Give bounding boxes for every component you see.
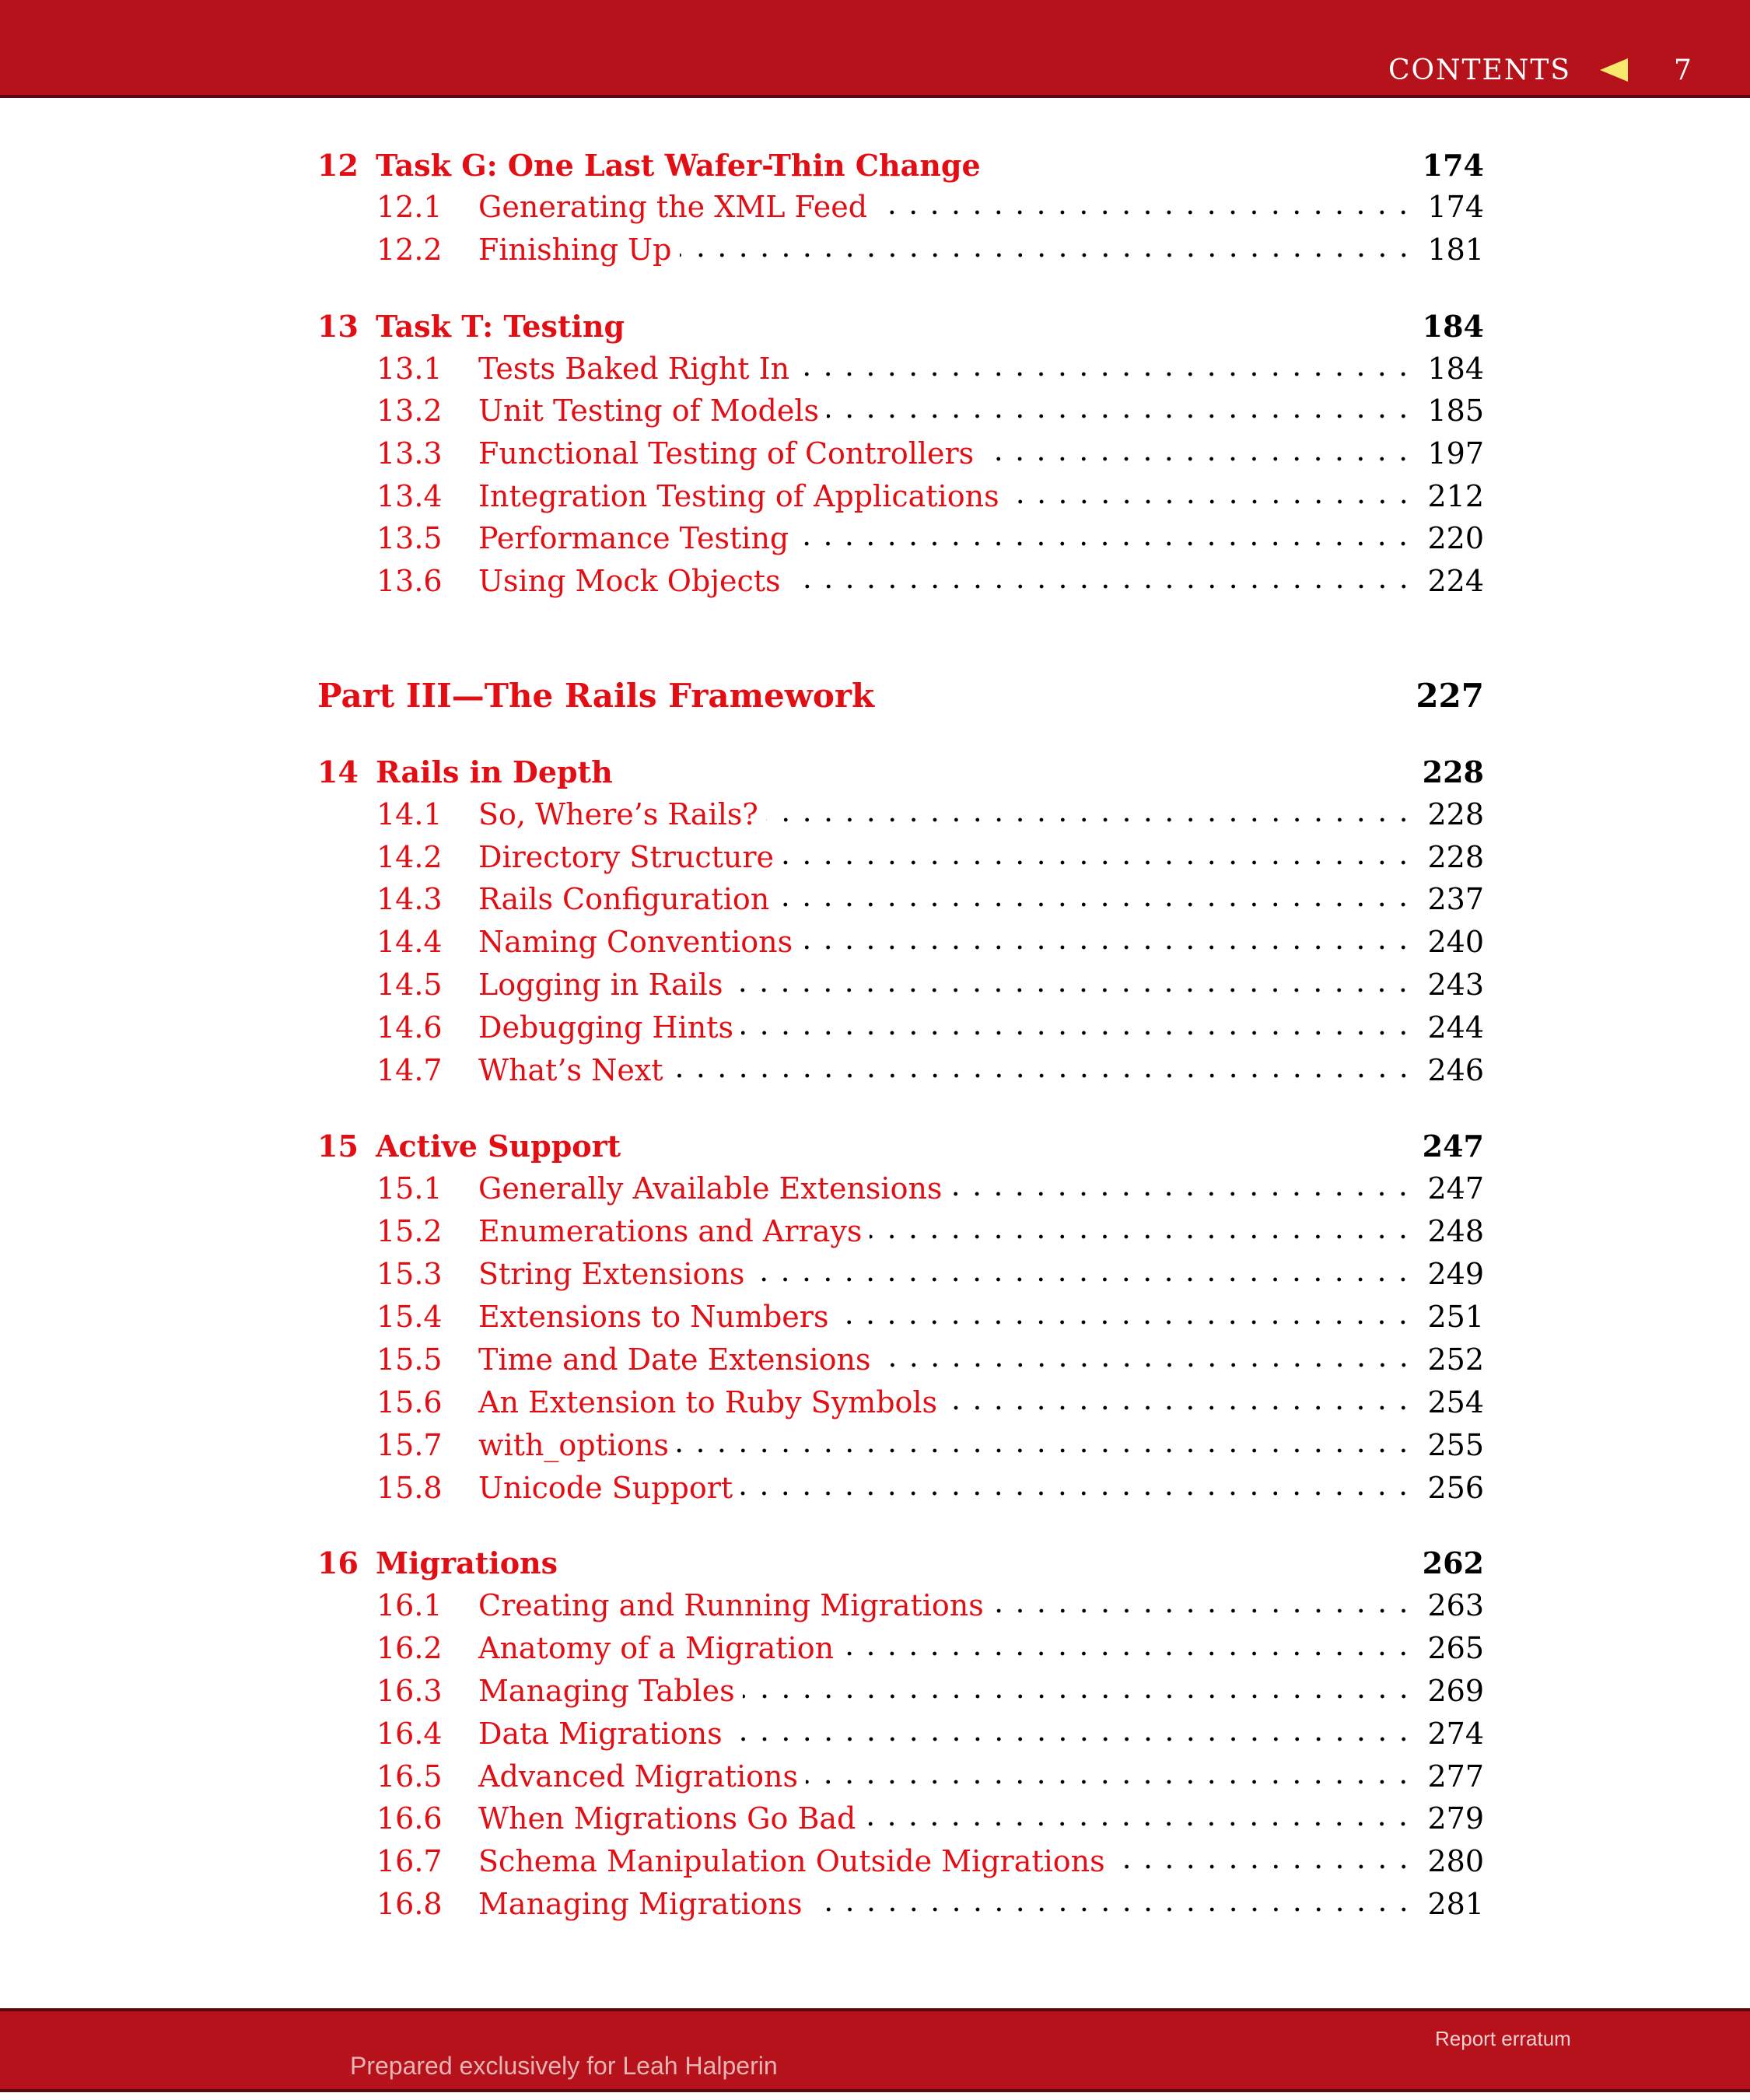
section-number: 15.6 [376,1385,443,1419]
dot-leader [827,411,1414,421]
section-title: Tests Baked Right In [478,352,790,386]
toc-part-3[interactable] [317,674,1484,717]
section-title: Time and Date Extensions [478,1342,871,1377]
section-page: 185 [1427,394,1484,428]
dot-leader [680,250,1414,260]
toc-chapter-15[interactable] [317,1125,1484,1166]
section-title: Directory Structure [478,840,775,874]
section-title: Finishing Up [478,233,672,267]
section-number: 14.5 [376,968,443,1002]
section-page: 237 [1427,882,1484,916]
section-number: 13.5 [376,521,443,555]
toc-section-14-4[interactable] [376,922,1484,962]
section-title: Enumerations and Arrays [478,1214,863,1248]
chapter-number: 15 [317,1128,359,1164]
chapter-page: 228 [1422,754,1484,789]
section-page: 247 [1427,1171,1484,1206]
dot-leader [875,208,1414,217]
toc-section-14-2[interactable] [376,837,1484,877]
chapter-page: 247 [1422,1128,1484,1164]
page-header [0,0,1750,98]
section-title: Unit Testing of Models [478,394,819,428]
toc-section-14-3[interactable] [376,879,1484,919]
section-number: 14.7 [376,1053,443,1087]
part-page: 227 [1416,676,1484,715]
section-number: 15.5 [376,1342,443,1377]
section-page: 269 [1427,1674,1484,1708]
section-title: Logging in Rails [478,968,723,1002]
dot-leader [752,1275,1414,1284]
toc-chapter-12[interactable] [317,145,1484,185]
section-title: Generating the XML Feed [478,190,868,224]
section-number: 15.7 [376,1428,443,1462]
section-page: 212 [1427,479,1484,513]
page-number: 7 [1674,54,1692,86]
section-title: Data Migrations [478,1717,723,1751]
section-page: 274 [1427,1717,1484,1751]
section-number: 15.3 [376,1257,443,1291]
chapter-page: 184 [1422,308,1484,344]
chapter-page: 262 [1422,1545,1484,1580]
section-number: 14.2 [376,840,443,874]
toc-section-16-1[interactable] [376,1585,1484,1626]
section-page: 248 [1427,1214,1484,1248]
dot-leader [777,900,1414,909]
section-title: Creating and Running Migrations [478,1588,984,1622]
section-title: Anatomy of a Migration [478,1631,835,1665]
section-title: Rails Configuration [478,882,770,916]
section-page: 240 [1427,925,1484,959]
toc-section-15-5[interactable] [376,1339,1484,1380]
section-page: 197 [1427,436,1484,471]
section-title: Schema Manipulation Outside Migrations [478,1844,1105,1878]
chapter-title: Task T: Testing [376,308,625,344]
toc-section-13-2[interactable] [376,390,1484,431]
section-title: When Migrations Go Bad [478,1801,856,1836]
toc-section-15-1[interactable] [376,1168,1484,1209]
section-title: Advanced Migrations [478,1759,799,1794]
section-number: 12.2 [376,233,443,267]
dot-leader [870,1232,1414,1241]
section-page: 243 [1427,968,1484,1002]
section-number: 16.7 [376,1844,443,1878]
section-number: 14.1 [376,797,443,831]
dot-leader [782,858,1414,867]
dot-leader [671,1071,1414,1080]
toc-section-14-7[interactable] [376,1050,1484,1090]
dot-leader [740,1489,1414,1498]
toc-section-15-2[interactable] [376,1211,1484,1251]
section-page: 228 [1427,840,1484,874]
section-page: 256 [1427,1471,1484,1505]
section-title: What’s Next [478,1053,663,1087]
section-page: 244 [1427,1010,1484,1045]
section-number: 13.2 [376,394,443,428]
section-title: An Extension to Ruby Symbols [478,1385,938,1419]
dot-leader [982,454,1414,464]
section-number: 16.8 [376,1887,443,1921]
chapter-title: Active Support [376,1128,621,1164]
toc-section-12-2[interactable] [376,229,1484,270]
section-page: 246 [1427,1053,1484,1087]
toc-section-15-7[interactable] [376,1425,1484,1465]
section-page: 220 [1427,521,1484,555]
section-title: Extensions to Numbers [478,1300,829,1334]
toc-section-14-1[interactable] [376,794,1484,835]
dot-leader [789,582,1414,591]
prepared-for-text: Prepared exclusively for Leah Halperin [350,2052,778,2080]
section-page: 249 [1427,1257,1484,1291]
section-page: 228 [1427,797,1484,831]
section-page: 251 [1427,1300,1484,1334]
section-page: 265 [1427,1631,1484,1665]
dot-leader [879,1360,1414,1370]
section-title: String Extensions [478,1257,745,1291]
toc-section-15-6[interactable] [376,1382,1484,1423]
section-title: with_options [478,1428,669,1462]
chapter-number: 14 [317,754,359,789]
section-title: Generally Available Extensions [478,1171,943,1206]
chapter-number: 13 [317,308,359,344]
toc-section-13-1[interactable] [376,348,1484,389]
section-title: Managing Migrations [478,1887,803,1921]
toc-section-15-8[interactable] [376,1468,1484,1508]
toc-section-13-4[interactable] [376,476,1484,516]
toc-section-15-3[interactable] [376,1254,1484,1294]
chapter-title: Task G: One Last Wafer-Thin Change [376,147,981,183]
section-number: 13.4 [376,479,443,513]
section-title: Unicode Support [478,1471,733,1505]
dot-leader [992,1606,1414,1615]
section-number: 16.2 [376,1631,443,1665]
section-title: Naming Conventions [478,925,793,959]
dot-leader [677,1446,1414,1455]
contents-link[interactable]: CONTENTS [1388,54,1571,86]
toc-section-12-1[interactable] [376,187,1484,227]
toc-section-14-5[interactable] [376,964,1484,1005]
section-title: Debugging Hints [478,1010,733,1045]
section-number: 16.3 [376,1674,443,1708]
toc-section-16-8[interactable] [376,1884,1484,1924]
section-number: 13.6 [376,564,443,598]
dot-leader [796,539,1414,548]
section-page: 280 [1427,1844,1484,1878]
dot-leader [863,1819,1414,1829]
toc-chapter-14[interactable] [317,751,1484,792]
toc-section-16-6[interactable] [376,1798,1484,1839]
dot-leader [810,1905,1414,1914]
section-number: 13.3 [376,436,443,471]
section-title: Using Mock Objects [478,564,781,598]
section-page: 263 [1427,1588,1484,1622]
dot-leader [1007,497,1414,506]
section-page: 252 [1427,1342,1484,1377]
section-number: 15.8 [376,1471,443,1505]
toc-section-13-6[interactable] [376,561,1484,601]
section-title: So, Where’s Rails? [478,797,758,831]
section-page: 254 [1427,1385,1484,1419]
dot-leader [945,1403,1414,1412]
section-title: Performance Testing [478,521,789,555]
section-page: 224 [1427,564,1484,598]
section-page: 279 [1427,1801,1484,1836]
section-number: 14.6 [376,1010,443,1045]
back-arrow-icon[interactable] [1600,58,1628,82]
toc-section-13-5[interactable] [376,518,1484,558]
section-page: 184 [1427,352,1484,386]
chapter-title: Rails in Depth [376,754,613,789]
dot-leader [766,815,1414,824]
toc-section-16-4[interactable] [376,1713,1484,1754]
dot-leader [842,1649,1414,1658]
toc-section-16-2[interactable] [376,1628,1484,1668]
chapter-page: 174 [1422,147,1484,183]
dot-leader [743,1692,1414,1701]
section-number: 12.1 [376,190,443,224]
chapter-number: 16 [317,1545,359,1580]
toc-section-13-3[interactable] [376,433,1484,474]
toc-section-16-3[interactable] [376,1671,1484,1711]
toc-section-14-6[interactable] [376,1007,1484,1048]
section-title: Integration Testing of Applications [478,479,999,513]
section-title: Managing Tables [478,1674,735,1708]
chapter-number: 12 [317,147,359,183]
section-title: Functional Testing of Controllers [478,436,975,471]
section-number: 16.6 [376,1801,443,1836]
section-number: 15.4 [376,1300,443,1334]
dot-leader [836,1318,1414,1327]
section-number: 14.4 [376,925,443,959]
section-page: 277 [1427,1759,1484,1794]
section-page: 174 [1427,190,1484,224]
toc-section-16-5[interactable] [376,1756,1484,1797]
section-number: 16.1 [376,1588,443,1622]
dot-leader [741,1028,1414,1038]
report-erratum-link[interactable]: Report erratum [1435,2027,1571,2050]
section-number: 15.2 [376,1214,443,1248]
page-footer [0,2008,1750,2092]
toc-section-16-7[interactable] [376,1841,1484,1881]
toc-chapter-13[interactable] [317,306,1484,346]
section-page: 281 [1427,1887,1484,1921]
section-number: 13.1 [376,352,443,386]
section-number: 16.4 [376,1717,443,1751]
part-title: Part III—The Rails Framework [317,676,875,715]
dot-leader [806,1777,1414,1787]
section-number: 15.1 [376,1171,443,1206]
dot-leader [730,985,1414,995]
chapter-title: Migrations [376,1545,558,1580]
toc-chapter-16[interactable] [317,1542,1484,1583]
toc-section-15-4[interactable] [376,1297,1484,1337]
dot-leader [950,1189,1414,1199]
dot-leader [730,1734,1414,1744]
section-number: 16.5 [376,1759,443,1794]
section-number: 14.3 [376,882,443,916]
section-page: 181 [1427,233,1484,267]
dot-leader [797,369,1414,379]
dot-leader [800,943,1414,952]
dot-leader [1113,1862,1414,1871]
section-page: 255 [1427,1428,1484,1462]
